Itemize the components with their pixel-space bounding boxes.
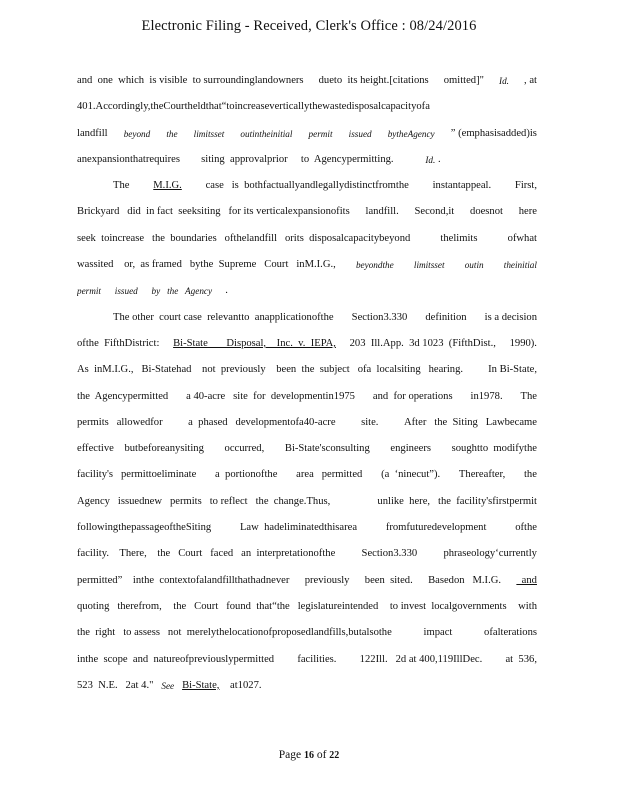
- text-segment: .: [212, 285, 228, 297]
- text-segment: ofwhat: [507, 232, 537, 244]
- text-segment: M.I.G.: [153, 180, 182, 192]
- text-segment: , at: [524, 75, 537, 86]
- text-segment: After the Siting Lawbecame: [404, 416, 537, 428]
- text-segment: Brickyard did in fact seeksiting for its verticalexpansionofits: [77, 206, 350, 218]
- text-segment: been sited.: [364, 574, 413, 586]
- text-segment: Thereafter,: [458, 469, 506, 481]
- text-segment: Id.: [425, 154, 436, 165]
- text-segment: ” (emphasisadded)is: [450, 127, 537, 139]
- text-segment: 523 N.E. 2at 4.": [77, 679, 162, 691]
- text-segment: area permitted: [296, 469, 363, 481]
- text-segment: the Court found that“the legislatureintended: [173, 600, 379, 612]
- page-footer: [0, 749, 618, 761]
- text-line: [77, 568, 537, 594]
- text-segment: Agency issuednew permits to reflect the change.Thus,: [77, 495, 331, 507]
- text-segment: The: [113, 180, 130, 192]
- text-line: [77, 331, 537, 357]
- text-line: [77, 278, 537, 304]
- text-line: [77, 541, 537, 567]
- text-segment: occurred,: [224, 443, 265, 455]
- text-line: [77, 620, 537, 646]
- page-label: Page: [278, 749, 302, 761]
- text-segment: site.: [361, 416, 379, 428]
- text-segment: the: [523, 469, 537, 481]
- text-segment: thelimits: [440, 232, 478, 244]
- text-segment: outintheinitial: [240, 128, 293, 139]
- text-segment: is a decision: [484, 311, 537, 323]
- text-segment: dueto its height.[citations: [318, 75, 429, 86]
- text-segment: ofthe: [515, 522, 537, 534]
- text-segment: 401.Accordingly,theCourtheldthat“toincreaseverticallythewastedisposalcapacityofa: [77, 101, 430, 113]
- text-line: [77, 410, 537, 436]
- text-line: [77, 68, 537, 94]
- text-line: [77, 462, 537, 488]
- text-segment: a 40-acre site for developmentin1975: [186, 390, 355, 402]
- text-segment: beyond: [123, 128, 151, 139]
- text-line: [77, 252, 537, 278]
- text-segment: 1990).: [509, 337, 537, 349]
- text-segment: (a ‘ninecut”).: [381, 469, 441, 481]
- text-segment: bytheAgency: [387, 128, 435, 139]
- text-segment: .: [435, 153, 441, 165]
- text-segment: inthe scope and natureofpreviouslypermitted: [77, 653, 275, 665]
- text-segment: outin: [464, 260, 484, 271]
- text-segment: at 536,: [505, 653, 537, 665]
- text-segment: permit issued by the Agency: [77, 286, 213, 297]
- text-segment: definition: [425, 311, 467, 323]
- filing-stamp-header: Electronic Filing - Received, Clerk's Office : 08/24/2016: [141, 18, 477, 34]
- text-segment: Bi-State Disposal, Inc. v. IEPA,: [173, 337, 336, 349]
- text-segment: ofthe FifthDistrict:: [77, 337, 160, 349]
- text-line: [77, 647, 537, 673]
- text-line: [77, 199, 537, 225]
- text-segment: seek toincrease the boundaries ofthelandfill orits disposalcapacitybeyond: [77, 232, 411, 244]
- page-total: 22: [329, 750, 340, 761]
- text-line: [77, 436, 537, 462]
- text-segment: landfill: [77, 127, 108, 139]
- text-segment: The: [520, 390, 537, 402]
- text-line: [77, 226, 537, 252]
- text-segment: omitted]": [443, 75, 484, 86]
- text-segment: fromfuturedevelopment: [385, 522, 487, 534]
- text-line: [77, 173, 537, 199]
- text-line: [77, 121, 537, 147]
- text-segment: In Bi-State,: [488, 364, 537, 376]
- text-segment: the right to assess not merelythelocationofproposedlandfills,butalsothe: [77, 627, 392, 639]
- text-segment: doesnot: [470, 206, 503, 218]
- text-segment: previously: [304, 574, 350, 586]
- text-segment: effective butbeforeanysiting: [77, 443, 204, 455]
- text-segment: here: [518, 206, 537, 218]
- text-segment: As inM.I.G., Bi-Statehad not previously been the subject ofa localsiting hearing.: [77, 364, 464, 376]
- text-segment: Basedon M.I.G.: [428, 574, 502, 586]
- text-segment: permitted” inthe contextofalandfillthathadnever: [77, 574, 290, 586]
- text-segment: to invest localgovernments: [389, 600, 507, 612]
- text-segment: 203 Ill.App. 3d 1023 (FifthDist.,: [349, 337, 496, 349]
- page-number: 16: [303, 750, 314, 761]
- text-line: [77, 305, 537, 331]
- text-segment: permits allowedfor: [77, 416, 163, 428]
- text-segment: unlike here, the facility'sfirstpermit: [377, 495, 537, 507]
- text-segment: Law hadeliminatedthisarea: [239, 522, 358, 534]
- text-segment: facility. There, the Court faced an interpretationofthe: [77, 548, 336, 560]
- text-segment: the: [166, 128, 178, 139]
- text-segment: Id.: [499, 76, 509, 86]
- text-segment: ofalterations: [484, 627, 537, 639]
- text-line: [77, 384, 537, 410]
- text-segment: limitsset: [413, 260, 445, 271]
- page-of-label: of: [316, 749, 327, 761]
- text-segment: permit: [308, 128, 333, 139]
- text-segment: and one which is visible to surroundinglandowners: [77, 75, 304, 86]
- text-segment: facilities.: [297, 653, 337, 665]
- text-segment: followingthepassageoftheSiting: [77, 522, 212, 534]
- text-line: [77, 594, 537, 620]
- text-segment: and: [516, 574, 537, 586]
- text-segment: See: [161, 680, 175, 691]
- text-segment: Section3.330: [351, 311, 408, 323]
- text-segment: limitsset: [193, 128, 225, 139]
- text-segment: soughtto modifythe: [451, 443, 537, 455]
- text-segment: Bi-State,: [182, 679, 220, 691]
- text-line: [77, 147, 537, 173]
- text-segment: and for operations: [372, 390, 453, 402]
- text-segment: a portionofthe: [215, 469, 278, 481]
- text-segment: theinitial: [503, 260, 537, 271]
- text-segment: facility's permittoeliminate: [77, 469, 197, 481]
- text-segment: impact: [423, 627, 453, 639]
- text-segment: landfill.: [365, 206, 399, 218]
- text-segment: instantappeal.: [432, 180, 492, 192]
- text-line: [77, 94, 537, 120]
- text-segment: [174, 673, 182, 699]
- text-segment: anexpansionthatrequires siting approvalprior to Agencypermitting.: [77, 153, 426, 165]
- document-body: [77, 68, 537, 699]
- text-line: [77, 357, 537, 383]
- text-segment: beyondthe: [355, 260, 394, 271]
- text-line: [77, 489, 537, 515]
- text-segment: The other court case relevantto anapplicationofthe: [113, 311, 334, 323]
- text-segment: issued: [348, 128, 372, 139]
- text-segment: phraseology‘currently: [443, 548, 537, 560]
- text-segment: in1978.: [470, 390, 503, 402]
- text-line: [77, 673, 537, 699]
- text-segment: the Agencypermitted: [77, 390, 169, 402]
- text-line: [77, 515, 537, 541]
- text-segment: Bi-State'sconsulting: [284, 443, 370, 455]
- text-segment: wassited or, as framed bythe Supreme Court inM.I.G.,: [77, 259, 336, 271]
- text-segment: at1027.: [219, 679, 262, 691]
- text-segment: case is bothfactuallyandlegallydistinctfromthe: [205, 180, 409, 192]
- text-segment: a phased developmentofa40-acre: [188, 416, 336, 428]
- text-segment: 122Ill. 2d at 400,119IllDec.: [359, 653, 483, 665]
- text-segment: Section3.330: [361, 548, 418, 560]
- text-segment: with: [518, 600, 537, 612]
- text-segment: quoting therefrom,: [77, 600, 162, 612]
- text-segment: engineers: [390, 443, 431, 455]
- text-segment: First,: [514, 180, 537, 192]
- text-segment: Second,it: [414, 206, 455, 218]
